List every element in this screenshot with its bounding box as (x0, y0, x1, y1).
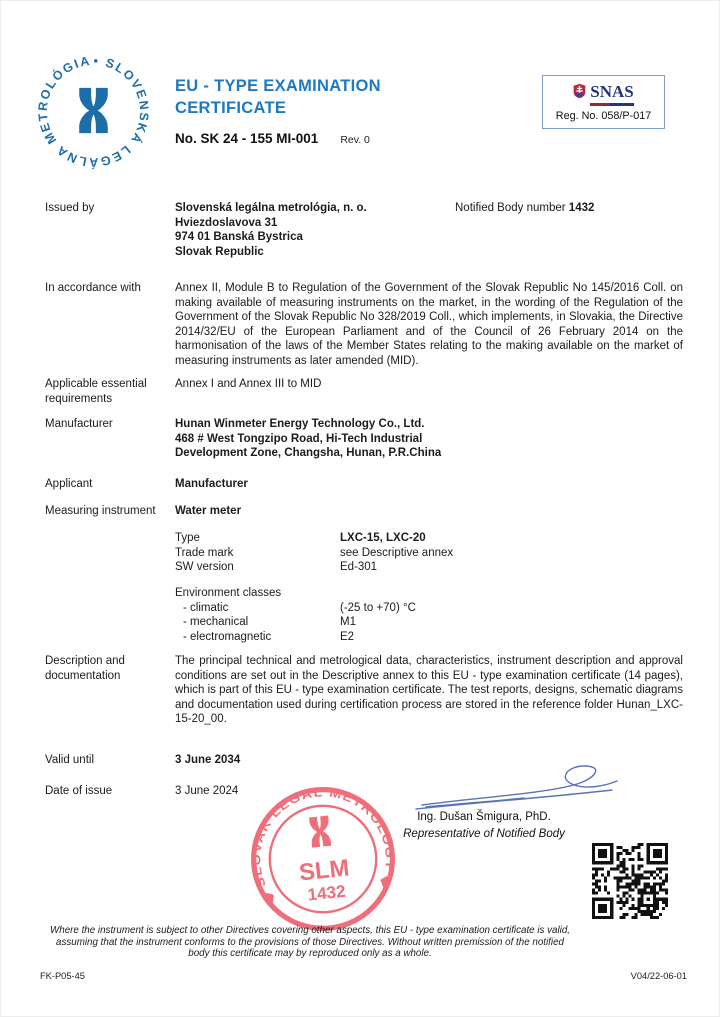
requirements-row (45, 377, 683, 405)
field-label: Date of issue (45, 785, 113, 797)
snas-logo-text: SNAS (590, 82, 634, 101)
title-block (175, 76, 381, 146)
manufacturer-value (175, 417, 683, 461)
notified-body (455, 201, 594, 216)
issued-by-value (175, 201, 683, 259)
title-line-1: EU - TYPE EXAMINATION (175, 77, 381, 95)
accordance-row (45, 281, 683, 369)
field-label: In accordance with (45, 282, 141, 294)
official-stamp (247, 783, 399, 935)
environment-title: Environment classes (175, 587, 282, 599)
description-row (45, 654, 683, 727)
environment-mechanical-row (183, 615, 683, 630)
field-label: Measuring instrument (45, 505, 156, 517)
qr-code (592, 843, 668, 919)
version-code: V04/22-06-01 (630, 971, 687, 981)
environment-electromagnetic-row (183, 630, 683, 645)
applicant-value: Manufacturer (175, 478, 248, 490)
issuer-name: Slovenská legálna metrológia, n. o. (175, 202, 367, 214)
certificate-number-line (175, 131, 381, 146)
snas-badge (542, 75, 665, 129)
stamp-number: 1432 (306, 881, 347, 905)
field-label: Issued by (45, 202, 95, 214)
logo-symbol-icon (79, 88, 108, 133)
field-label: SW version (175, 561, 234, 574)
field-label: Manufacturer (45, 418, 113, 430)
environment-climatic-row (183, 601, 683, 616)
type-row (175, 531, 683, 546)
environment-block (45, 586, 683, 644)
applicant-row (45, 477, 683, 492)
notified-body-number: 1432 (568, 202, 595, 214)
requirements-value: Annex I and Annex III to MID (175, 378, 322, 390)
field-label: Valid until (45, 754, 95, 766)
snas-reg-number: Reg. No. 058/P-017 (555, 110, 652, 122)
field-label: Applicable essential requirements (45, 378, 147, 405)
stamp-symbol-icon (309, 816, 331, 848)
footer-disclaimer: Where the instrument is subject to other Directives covering other aspects, this EU - type examination certificate is valid, assuming that the instrument conforms to the provisions of those Directives. Without written premission of the notified body this certificate may by reproduced only as a whole. (50, 925, 571, 960)
sw-version-row (175, 560, 683, 575)
slovak-coat-of-arms-icon (573, 83, 586, 99)
description-text: The principal technical and metrological data, characteristics, instrument description and approval conditions are set out in the Descriptive annex to this EU - type examination certificate (14 pages), which is part of this EU - type examination certificate. The test reports, designs, schematic diagrams and documentation used during certification process are stored in the reference folder Hunan_LXC-15-20_00. (175, 655, 683, 726)
title-line-2: CERTIFICATE (175, 98, 287, 117)
certificate-number: No. SK 24 - 155 MI-001 (175, 131, 319, 146)
manufacturer-name: Hunan Winmeter Energy Technology Co., Ltd. (175, 418, 425, 430)
type-value: LXC-15, LXC-20 (340, 532, 426, 544)
certificate-title (175, 76, 381, 119)
field-label: - electromagnetic (183, 630, 272, 643)
date-of-issue-value: 3 June 2024 (175, 785, 239, 797)
manufacturer-address-1: 468 # West Tongzipo Road, Hi-Tech Industrial (175, 432, 423, 445)
instrument-value: Water meter (175, 505, 242, 517)
accordance-text: Annex II, Module B to Regulation of the Government of the Slovak Republic No 145/2016 Coll. on making available of measuring instruments on the market, in the wording of the Regulation of the Government of the Slovak Republic No 328/2019 Coll., which implements, in Slovakia, the Directive 2014/32/EU of the European Parliament and of the Council of 26 February 2014 on the harmonisation of the laws of the Member States relating to the making available on the market of measuring instruments as later amended (MID). (175, 282, 683, 367)
notified-body-label: Notified Body number (455, 202, 566, 214)
field-label: - climatic (183, 601, 229, 614)
sw-version-value: Ed-301 (340, 561, 378, 574)
issuer-city: 974 01 Banská Bystrica (175, 231, 303, 244)
issuer-street: Hviezdoslavova 31 (175, 216, 278, 229)
field-label: - mechanical (183, 616, 249, 629)
electromagnetic-value: E2 (340, 630, 355, 643)
field-label: Applicant (45, 478, 93, 490)
trade-mark-row (175, 546, 683, 561)
issuer-country: Slovak Republic (175, 245, 264, 258)
signatory-name: Ing. Dušan Šmigura, PhD. (417, 811, 551, 823)
manufacturer-row (45, 417, 683, 461)
logo-ring-text: • SLOVENSKÁ LEGÁLNA METROLÓGIA (35, 53, 152, 170)
revision-label: Rev. 0 (340, 134, 370, 146)
signature-scribble (412, 763, 627, 813)
valid-until-value: 3 June 2034 (175, 754, 241, 766)
stamp-org: SLM (297, 854, 351, 887)
slm-logo (34, 52, 153, 171)
manufacturer-address-2: Development Zone, Changsha, Hunan, P.R.China (175, 447, 442, 460)
signatory-role: Representative of Notified Body (403, 828, 565, 840)
type-block (45, 531, 683, 575)
stamp-ring-text: ◆ SLOVAK LEGAL METROLOGY ◆ (249, 785, 397, 907)
form-code: FK-P05-45 (40, 971, 85, 981)
trade-mark-value: see Descriptive annex (340, 546, 454, 559)
field-label: Type (175, 532, 200, 544)
instrument-row (45, 504, 683, 519)
snas-logo-underline (590, 103, 633, 106)
climatic-value: (-25 to +70) °C (340, 601, 416, 614)
field-label: Description and documentation (45, 655, 125, 682)
field-label: Trade mark (175, 546, 234, 559)
issued-by-row (45, 201, 683, 259)
mechanical-value: M1 (340, 616, 356, 629)
